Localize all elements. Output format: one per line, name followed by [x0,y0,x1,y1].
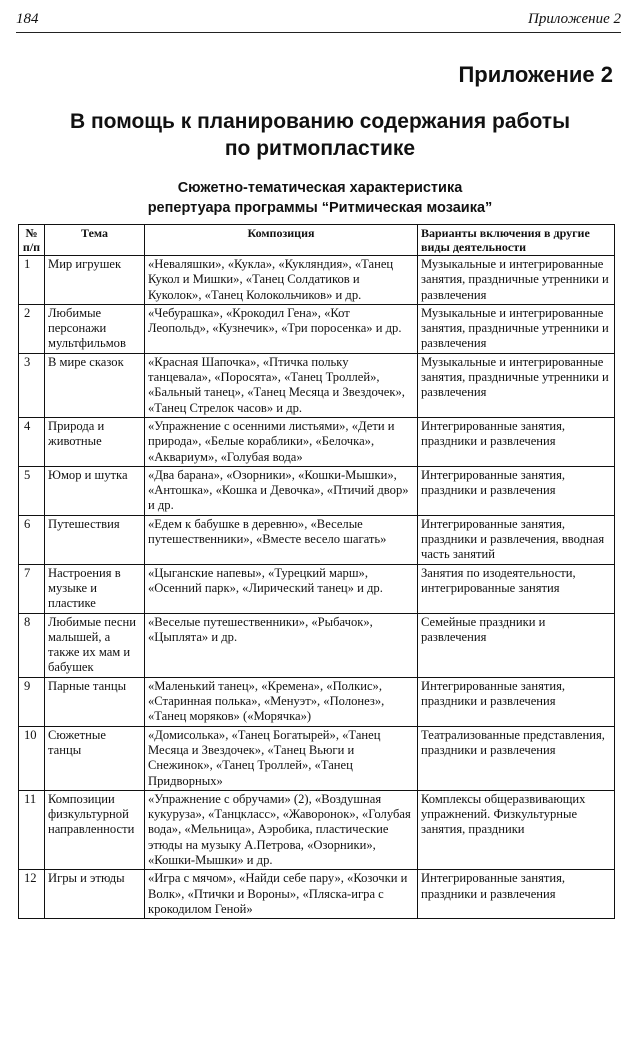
table-body [19,256,615,919]
page-number: 184 [16,11,39,27]
cell-theme: Настроения в музыке и пластике [45,564,145,613]
repertoire-table [18,224,615,919]
table-row [19,353,615,417]
page-header [16,8,621,33]
page-title-line2: по ритмопластике [224,137,416,160]
table-row [19,515,615,564]
cell-composition: «Упражнение с осенними листьями», «Дети и природа», «Белые кораблики», «Белочка», «Аквариум», «Голубая вода» [145,417,418,466]
column-header-theme: Тема [45,225,145,256]
cell-variants: Семейные праздники и развлечения [418,613,615,677]
cell-number: 12 [19,870,45,919]
cell-theme: Любимые персонажи мультфильмов [45,304,145,353]
cell-variants: Музыкальные и интегрированные занятия, праздничные утренники и развлечения [418,304,615,353]
cell-composition: «Едем к бабушке в деревню», «Веселые путешественники», «Вместе весело шагать» [145,515,418,564]
cell-theme: Путешествия [45,515,145,564]
cell-theme: Природа и животные [45,417,145,466]
cell-composition: «Домисолька», «Танец Богатырей», «Танец Месяца и Звездочек», «Танец Вьюги и Снежинок», «Танец Троллей», «Танец Придворных» [145,726,418,790]
table-row [19,466,615,515]
table-row [19,790,615,869]
table-row [19,256,615,305]
table-row [19,304,615,353]
cell-number: 10 [19,726,45,790]
cell-variants: Интегрированные занятия, праздники и развлечения [418,466,615,515]
cell-theme: Юмор и шутка [45,466,145,515]
running-title: Приложение 2 [528,11,621,27]
table-row [19,870,615,919]
cell-variants: Занятия по изодеятельности, интегрированные занятия [418,564,615,613]
cell-theme: Мир игрушек [45,256,145,305]
cell-composition: «Игра с мячом», «Найди себе пару», «Козочки и Волк», «Птички и Вороны», «Пляска-игра с крокодилом Геной» [145,870,418,919]
cell-variants: Интегрированные занятия, праздники и развлечения, вводная часть занятий [418,515,615,564]
page-title-line1: В помощь к планированию содержания работы [69,110,571,133]
cell-number: 1 [19,256,45,305]
column-header-composition: Композиция [145,225,418,256]
table-row [19,417,615,466]
cell-number: 3 [19,353,45,417]
column-header-number: № п/п [19,225,45,256]
table-row [19,726,615,790]
cell-composition: «Чебурашка», «Крокодил Гена», «Кот Леопольд», «Кузнечик», «Три поросенка» и др. [145,304,418,353]
cell-variants: Интегрированные занятия, праздники и развлечения [418,870,615,919]
table-header-row [19,225,615,256]
cell-variants: Музыкальные и интегрированные занятия, праздничные утренники и развлечения [418,353,615,417]
cell-variants: Интегрированные занятия, праздники и развлечения [418,677,615,726]
cell-number: 6 [19,515,45,564]
appendix-title: Приложение 2 [458,62,613,87]
cell-number: 11 [19,790,45,869]
table-row [19,677,615,726]
cell-theme: Парные танцы [45,677,145,726]
column-header-variants: Варианты включения в другие виды деятельности [418,225,615,256]
cell-composition: «Упражнение с обручами» (2), «Воздушная кукуруза», «Танцкласс», «Жаворонок», «Голубая вода», «Мельница», Аэробика, пластические этюды на музыку А.Петрова, «Озорники», «Кошки-Мышки» и др. [145,790,418,869]
cell-composition: «Веселые путешественники», «Рыбачок», «Цыплята» и др. [145,613,418,677]
cell-theme: В мире сказок [45,353,145,417]
cell-number: 4 [19,417,45,466]
table-caption [60,178,580,218]
cell-variants: Интегрированные занятия, праздники и развлечения [418,417,615,466]
cell-composition: «Неваляшки», «Кукла», «Кукляндия», «Танец Кукол и Мишки», «Танец Солдатиков и Куколок», «Танец Колокольчиков» и др. [145,256,418,305]
cell-theme: Любимые песни малышей, а также их мам и бабушек [45,613,145,677]
cell-number: 2 [19,304,45,353]
cell-theme: Композиции физкультурной направленности [45,790,145,869]
cell-composition: «Цыганские напевы», «Турецкий марш», «Осенний парк», «Лирический танец» и др. [145,564,418,613]
table-caption-line1: Сюжетно-тематическая характеристика [177,180,463,196]
page-title [40,108,600,162]
cell-theme: Сюжетные танцы [45,726,145,790]
table-row [19,564,615,613]
cell-variants: Комплексы общеразвивающих упражнений. Физкультурные занятия, праздники [418,790,615,869]
cell-number: 8 [19,613,45,677]
cell-number: 5 [19,466,45,515]
cell-number: 9 [19,677,45,726]
table-caption-line2: репертуара программы “Ритмическая мозаика” [147,200,493,216]
cell-theme: Игры и этюды [45,870,145,919]
cell-composition: «Красная Шапочка», «Птичка польку танцевала», «Поросята», «Танец Троллей», «Бальный танец», «Танец Месяца и Звездочек», «Танец Стрелок часов» и др. [145,353,418,417]
cell-variants: Музыкальные и интегрированные занятия, праздничные утренники и развлечения [418,256,615,305]
cell-number: 7 [19,564,45,613]
cell-variants: Театрализованные представления, праздники и развлечения [418,726,615,790]
cell-composition: «Два барана», «Озорники», «Кошки-Мышки», «Антошка», «Кошка и Девочка», «Птичий двор» и др. [145,466,418,515]
table-row [19,613,615,677]
cell-composition: «Маленький танец», «Кремена», «Полкис», «Старинная полька», «Менуэт», «Полонез», «Танец моряков» («Морячка») [145,677,418,726]
